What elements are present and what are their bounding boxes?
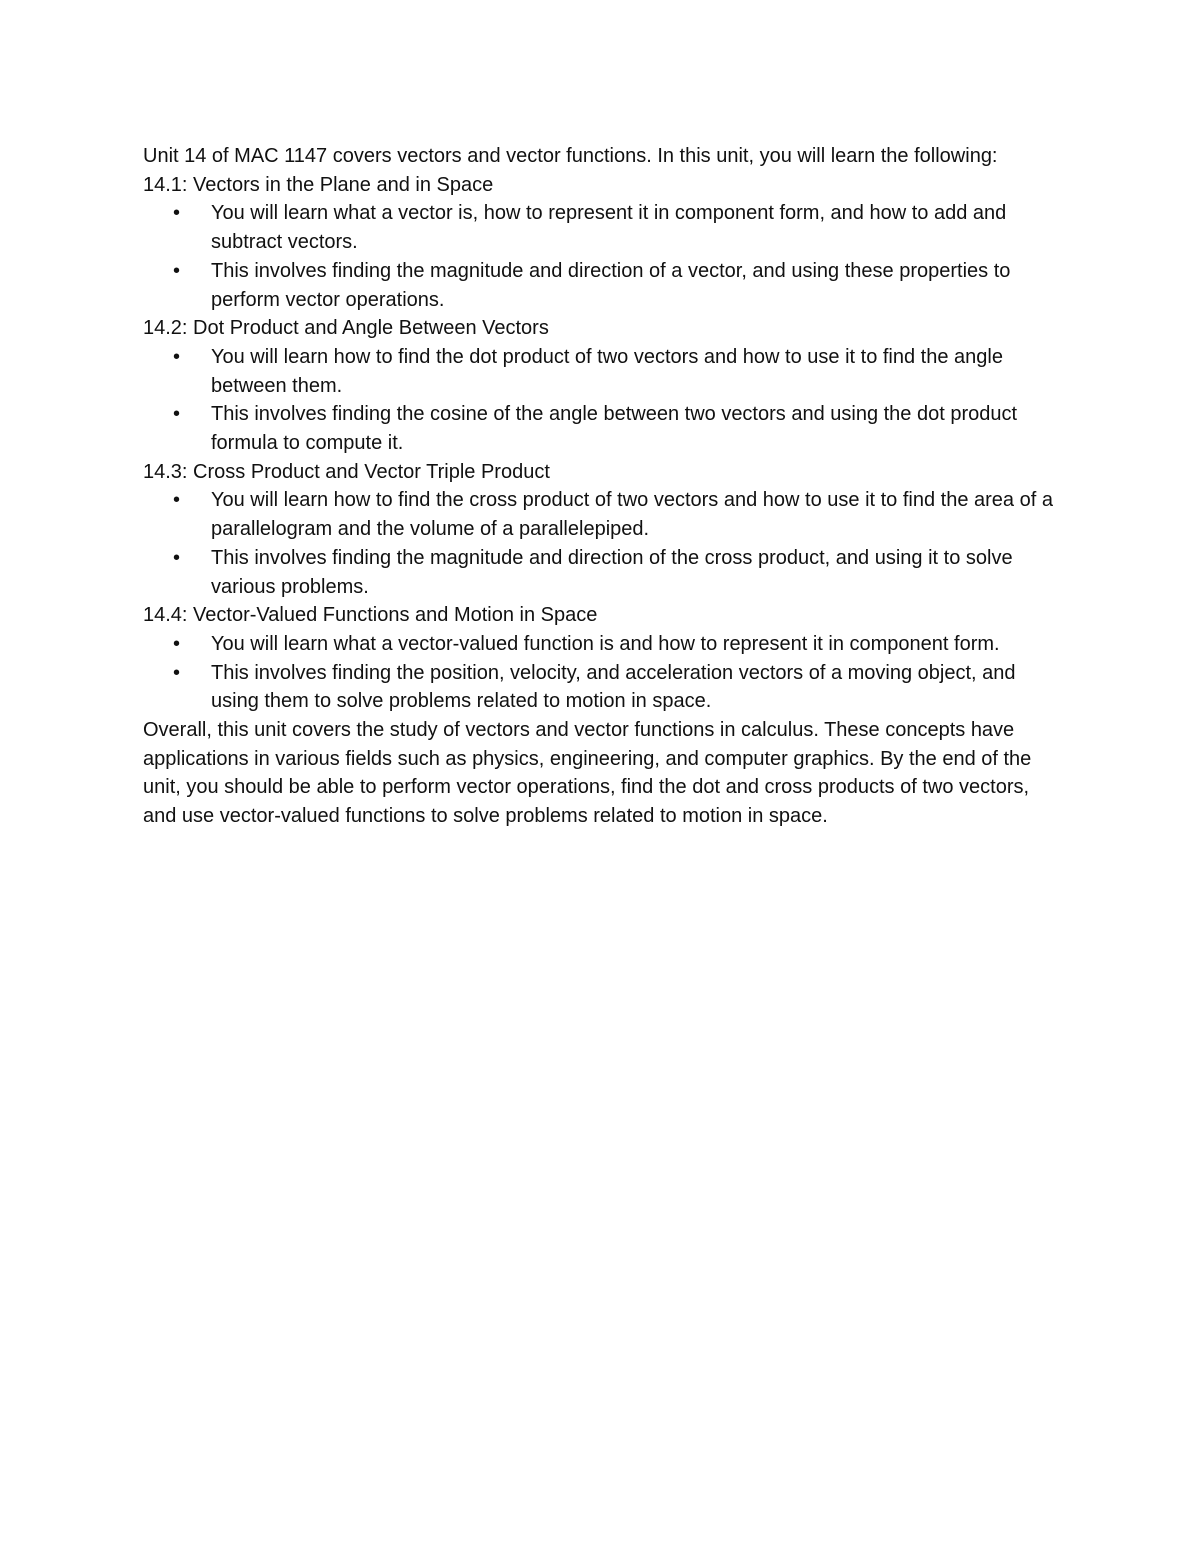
bullet-list xyxy=(143,486,1063,601)
bullet-list xyxy=(143,199,1063,314)
bullet-icon: • xyxy=(173,259,181,282)
list-item xyxy=(143,199,1063,256)
bullet-icon: • xyxy=(173,489,181,512)
section-heading: 14.1: Vectors in the Plane and in Space xyxy=(143,173,494,196)
section-heading: 14.4: Vector-Valued Functions and Motion in Space xyxy=(143,604,598,627)
bullet-list xyxy=(143,630,1063,716)
bullet-icon: • xyxy=(173,632,181,655)
bullet-icon: • xyxy=(173,202,181,225)
list-item-text: You will learn what a vector-valued function is and how to represent it in component form. xyxy=(211,632,1000,655)
list-item-text: This involves finding the cosine of the angle between two vectors and using the dot product formula to compute it. xyxy=(211,403,1018,455)
section-heading: 14.3: Cross Product and Vector Triple Product xyxy=(143,460,550,483)
list-item xyxy=(143,343,1063,400)
conclusion-paragraph: Overall, this unit covers the study of vectors and vector functions in calculus. These concepts have applications in various fields such as physics, engineering, and computer graphics. By the end of the unit, you should be able to perform vector operations, find the dot and cross products of two vectors, and use vector-valued functions to solve problems related to motion in space. xyxy=(143,719,1032,828)
bullet-list xyxy=(143,343,1063,458)
list-item-text: You will learn how to find the cross product of two vectors and how to use it to find the area of a parallelogram and the volume of a parallelepiped. xyxy=(211,489,1053,541)
list-item xyxy=(143,630,1063,659)
list-item xyxy=(143,257,1063,314)
bullet-icon: • xyxy=(173,345,181,368)
list-item-text: This involves finding the magnitude and direction of a vector, and using these properties to perform vector operations. xyxy=(211,259,1011,311)
document-body xyxy=(143,142,1063,831)
list-item xyxy=(143,486,1063,543)
list-item xyxy=(143,400,1063,457)
section-14-1 xyxy=(143,171,1063,315)
bullet-icon: • xyxy=(173,661,181,684)
section-14-3 xyxy=(143,458,1063,602)
bullet-icon: • xyxy=(173,403,181,426)
list-item-text: You will learn what a vector is, how to represent it in component form, and how to add and subtract vectors. xyxy=(211,202,1007,254)
section-heading: 14.2: Dot Product and Angle Between Vectors xyxy=(143,317,549,340)
list-item xyxy=(143,659,1063,716)
section-14-2 xyxy=(143,314,1063,458)
list-item-text: You will learn how to find the dot product of two vectors and how to use it to find the angle between them. xyxy=(211,345,1003,397)
bullet-icon: • xyxy=(173,546,181,569)
list-item-text: This involves finding the magnitude and direction of the cross product, and using it to solve various problems. xyxy=(211,546,1013,598)
intro-paragraph: Unit 14 of MAC 1147 covers vectors and vector functions. In this unit, you will learn the following: xyxy=(143,145,998,167)
list-item xyxy=(143,544,1063,601)
section-14-4 xyxy=(143,601,1063,716)
list-item-text: This involves finding the position, velocity, and acceleration vectors of a moving object, and using them to solve problems related to motion in space. xyxy=(211,661,1016,713)
